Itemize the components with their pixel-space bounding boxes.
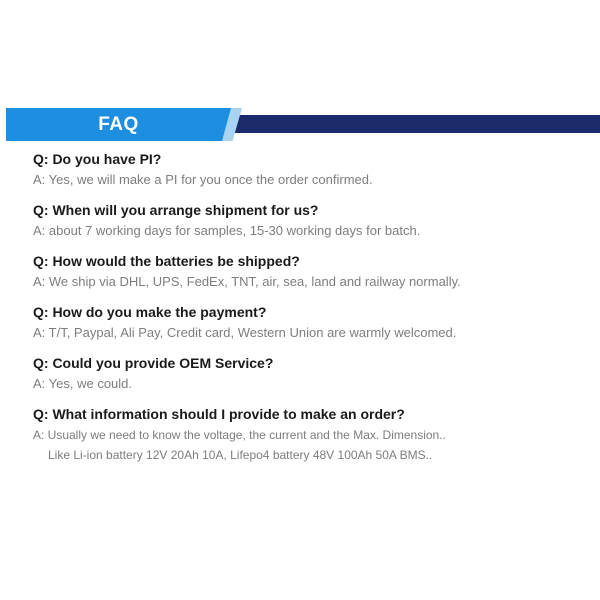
- faq-item: [33, 150, 588, 190]
- faq-answer: A: Yes, we could.: [33, 376, 133, 391]
- faq-answer: A: T/T, Paypal, Ali Pay, Credit card, Western Union are warmly welcomed.: [33, 325, 457, 340]
- faq-question: Q: Do you have PI?: [33, 151, 162, 167]
- faq-answer: A: We ship via DHL, UPS, FedEx, TNT, air, sea, land and railway normally.: [33, 274, 461, 289]
- faq-question: Q: What information should I provide to make an order?: [33, 406, 405, 422]
- faq-item: [33, 405, 588, 464]
- faq-title: FAQ: [98, 114, 139, 135]
- faq-answer: A: about 7 working days for samples, 15-30 working days for batch.: [33, 223, 421, 238]
- faq-question: Q: How do you make the payment?: [33, 304, 267, 320]
- faq-answer-line-2: Like Li-ion battery 12V 20Ah 10A, Lifepo4 battery 48V 100Ah 50A BMS..: [48, 448, 433, 462]
- faq-question: Q: How would the batteries be shipped?: [33, 253, 300, 269]
- faq-item: [33, 354, 588, 394]
- faq-answer: A: Yes, we will make a PI for you once the order confirmed.: [33, 172, 373, 187]
- faq-answer-line-1: A: Usually we need to know the voltage, the current and the Max. Dimension..: [33, 428, 446, 442]
- faq-question: Q: Could you provide OEM Service?: [33, 355, 274, 371]
- faq-item: [33, 201, 588, 241]
- faq-question: Q: When will you arrange shipment for us?: [33, 202, 319, 218]
- header-bar: [230, 115, 600, 133]
- faq-item: [33, 303, 588, 343]
- faq-header: [0, 108, 600, 141]
- faq-item: [33, 252, 588, 292]
- faq-list: [33, 150, 588, 475]
